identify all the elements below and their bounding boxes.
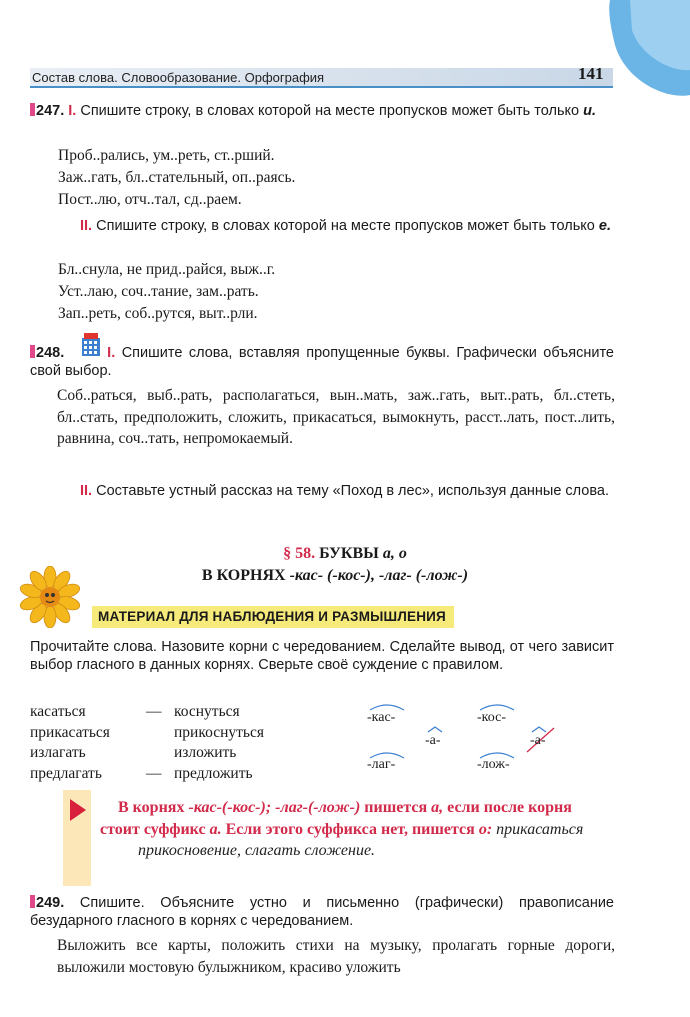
header-title: Состав слова. Словообразование. Орфография <box>32 70 325 85</box>
page-number: 141 <box>578 64 604 83</box>
suffix-a: -а- <box>425 733 441 748</box>
exercise-248-task1: 248. I. Спишите слова, вставляя пропущенные буквы. Графически объясните свой выбор. <box>30 345 614 379</box>
exercise-247-lines1 <box>58 145 295 211</box>
section-title-line1: § 58. БУКВЫ а, о <box>283 545 407 562</box>
rule-example: сложение. <box>304 842 376 859</box>
root-lozh: -лож- <box>477 757 510 772</box>
table-row: предлагать — предложить <box>30 764 264 785</box>
word-a: предлагать <box>30 764 102 782</box>
root-kos: -кос- <box>477 710 506 725</box>
word-b: прикоснуться <box>174 723 264 741</box>
rule-example: прикосновение, <box>138 842 241 859</box>
exercise-248-task2: II. Составьте устный рассказ на тему «Поход в лес», используя данные слова. <box>80 483 609 499</box>
marker-icon <box>30 345 35 358</box>
exercise-247-task2: II. Спишите строку, в словах которой на месте пропусков может быть только е. <box>80 218 611 234</box>
marker-icon <box>30 103 35 116</box>
word-b: предложить <box>174 764 253 782</box>
corner-decoration <box>570 0 690 110</box>
word-a: касаться <box>30 703 86 720</box>
text-line: Бл..снула, не прид..райся, выж..г. <box>58 261 276 278</box>
rule-text: В корнях -кас-(-кос-); -лаг-(-лож-) пишется а, если после корня стоит суффикс а. Если этого суффикса нет, пишется о: прикасаться прикосновение, слагать сложение. <box>100 799 584 859</box>
suffix-a-crossed: -а- <box>530 733 546 748</box>
text-line: Зап..реть, соб..рутся, выт..рли. <box>58 305 258 322</box>
text-line: Уст..лаю, соч..тание, зам..рать. <box>58 283 259 300</box>
intro-text: Прочитайте слова. Назовите корни с чередованием. Сделайте вывод, от чего зависит выбор гласного в данных корнях. Сверьте своё суждение с правилом. <box>30 639 614 673</box>
table-row <box>30 723 264 744</box>
word-b: коснуться <box>174 703 240 720</box>
root-kas: -кас- <box>367 710 396 725</box>
word-b: изложить <box>174 744 237 761</box>
rule-example: прикасаться <box>496 820 584 838</box>
table-row <box>30 743 264 764</box>
exercise-248-paragraph: Соб..раться, выб..рать, располагаться, вын..мать, заж..гать, выт..рать, бл..стеть, бл..стать, предположить, сложить, прикасаться, вымокнуть, расст..лать, пост..лить, равнина, соч..тать, непромокаемый. <box>57 387 615 447</box>
flower-icon <box>14 566 86 628</box>
exercise-number: 247. <box>36 103 65 119</box>
text-line: Пост..лю, отч..тал, сд..раем. <box>58 191 242 208</box>
word-pairs-table <box>30 702 264 784</box>
exercise-249-task: 249. Спишите. Объясните устно и письменно (графически) правописание безударного гласного в корнях с чередованием. <box>30 895 614 929</box>
rule-example: слагать <box>245 842 301 859</box>
exercise-249-paragraph: Выложить все карты, положить стихи на музыку, пролагать горные дороги, выложили мостовую булыжником, красиво уложить <box>57 937 615 976</box>
word-a: излагать <box>30 744 86 761</box>
word-a: прикасаться <box>30 723 110 741</box>
exercise-number: 248. <box>36 345 65 361</box>
section-title-line2: В КОРНЯХ -кас- (-кос-), -лаг- (-лож-) <box>201 567 469 584</box>
arrow-triangle-icon <box>70 799 86 821</box>
marker-icon <box>30 895 35 908</box>
text-line: Проб..рались, ум..реть, ст..рший. <box>58 147 275 164</box>
material-label: МАТЕРИАЛ ДЛЯ НАБЛЮДЕНИЯ И РАЗМЫШЛЕНИЯ <box>92 606 454 628</box>
root-lag: -лаг- <box>367 757 396 772</box>
table-row: касаться — коснуться <box>30 702 264 723</box>
exercise-247-lines2 <box>58 259 275 325</box>
text-line: Заж..гать, бл..стательный, оп..раясь. <box>58 169 296 186</box>
exercise-247-task1: 247. I. Спишите строку, в словах которой на месте пропусков может быть только и. <box>30 102 614 120</box>
exercise-number: 249. <box>36 895 65 911</box>
